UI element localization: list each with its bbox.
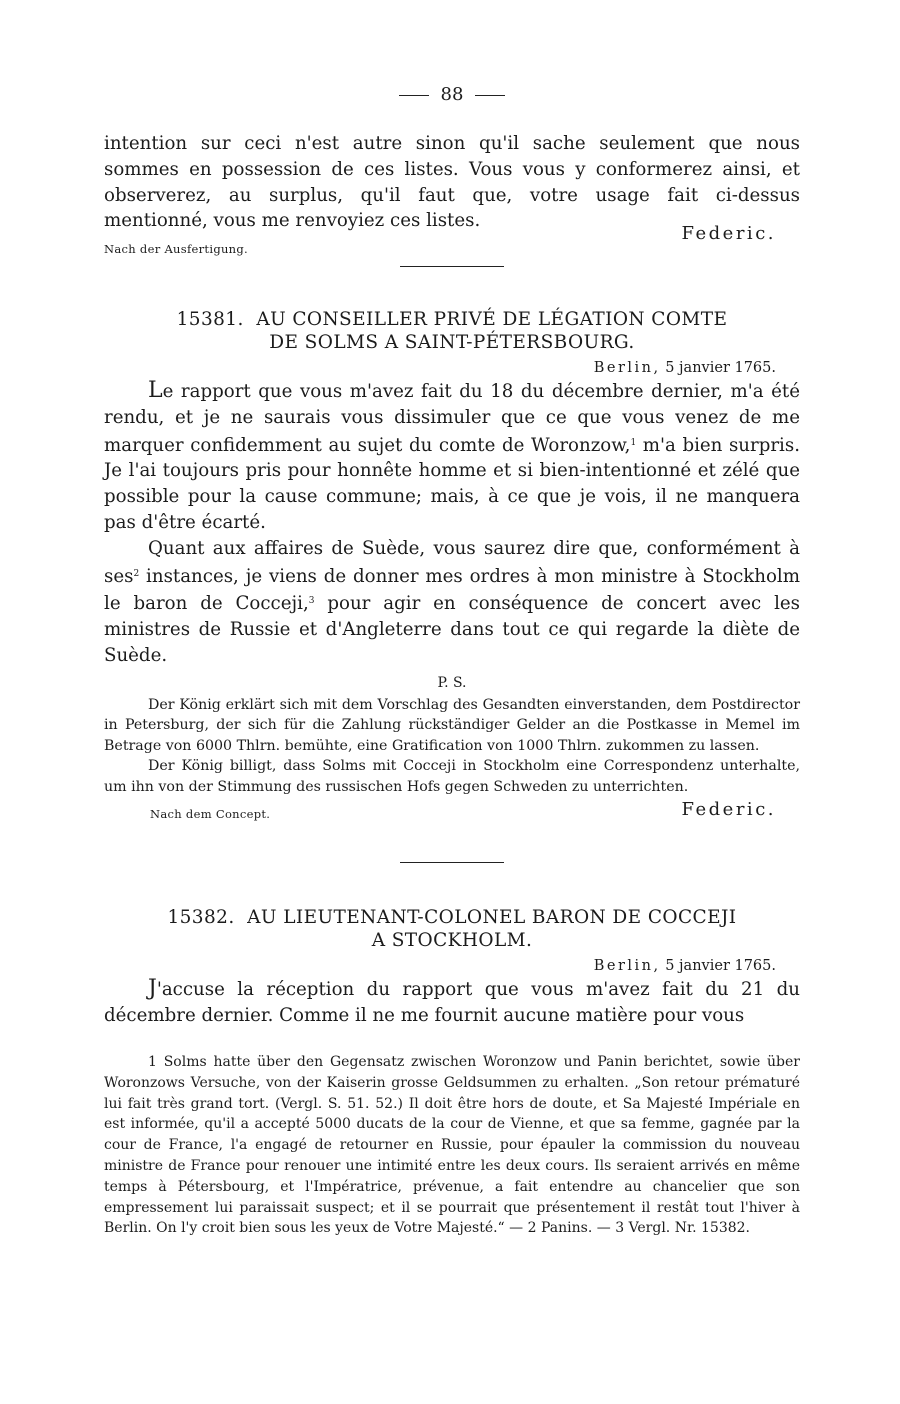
footnotes <box>104 1052 800 1239</box>
initial-letter: J <box>148 976 157 1001</box>
paragraph-text: Der König billigt, dass Solms mit Cocceji in Stockholm eine Correspondenz unterhalte, um ihn von der Stimmung des russischen Hofs gegen Schweden zu unterrichten. <box>104 758 800 795</box>
footnote-text: Solms hatte über den Gegensatz zwischen Woronzow und Panin berichtet, sowie über Woronzows Versuche, von der Kaiserin grosse Geldsummen zu erhalten. „Son retour prématuré lui fait très grand tort. (Vergl. S. 51. 52.) Il doit être hors de doute, et Sa Majesté Impériale en est informée, qu'il a accepté 5000 ducats de la cour de Vienne, et que sa femme, gagnée par la cour de France, l'a engagé de retourner en Russie, pour épauler la commission du nouveau ministre de France pour renouer une intimité entre les deux cours. Ils seraient arrivés en même temps à Pétersbourg, et l'Impératrice, prévenue, a fait entendre au chancelier que son empressement lui paraissait suspect; et il se pourrait que présentement il restât tout l'hiver à Berlin. On l'y croit bien sous les yeux de Votre Majesté.“ — <box>104 1054 800 1237</box>
dateline-date: 5 janvier 1765. <box>665 958 776 974</box>
letter-paragraph-2 <box>104 536 800 669</box>
paragraph-text: 'accuse la réception du rapport que vous m'avez fait du 21 du décembre dernier. Comme il ne me fournit aucune matière pour vous <box>104 979 800 1026</box>
footnote-text: Panins. — <box>541 1220 611 1237</box>
footnote-ref: 1 <box>630 437 637 448</box>
footnote-number: 2 <box>527 1220 537 1237</box>
dateline-place: Berlin, <box>593 958 661 974</box>
title-line-1: AU CONSEILLER PRIVÉ DE LÉGATION COMTE <box>256 309 728 330</box>
footnote-number: 1 <box>148 1054 157 1070</box>
dateline <box>104 360 776 376</box>
title-line-2: DE SOLMS A SAINT-PÉTERSBOURG. <box>269 332 635 353</box>
footnote-text: Vergl. Nr. 15382. <box>628 1220 750 1237</box>
footnote-number: 3 <box>615 1220 625 1237</box>
paragraph-text: e rapport que vous m'avez fait du 18 du décembre dernier, m'a été rendu, et je ne saurais vous dissimuler que ce que vous venez de me marquer confidemment au sujet du comte de Woronzow, <box>104 381 800 456</box>
paragraph-text: Quant aux affaires de Suède, vous saurez dire que, conformément à ses <box>104 537 800 587</box>
signature: Federic. <box>681 799 776 821</box>
title-line-2: A STOCKHOLM. <box>371 930 533 951</box>
source-note: Nach der Ausfertigung. <box>104 242 249 256</box>
page-number: 88 <box>440 84 464 105</box>
letter-number: 15381. <box>176 309 244 330</box>
paragraph-text: pour agir en conséquence de concert avec les ministres de Russie et d'Angleterre dans tout ce qui regarde la diète de Suède. <box>104 593 800 666</box>
letter-title <box>104 308 800 354</box>
dateline-date: 5 janvier 1765. <box>665 360 776 376</box>
page-header <box>104 84 800 105</box>
footnote-ref: 3 <box>308 596 315 607</box>
signature: Federic. <box>681 223 776 244</box>
footnote-ref: 2 <box>133 568 140 579</box>
ps-paragraph-2 <box>104 756 800 797</box>
letter-paragraph-1 <box>104 378 800 536</box>
title-line-1: AU LIEUTENANT-COLONEL BARON DE COCCEJI <box>247 907 737 928</box>
continuation-block <box>104 131 800 256</box>
paragraph-text: Der König erklärt sich mit dem Vorschlag des Gesandten einverstanden, dem Postdirector in Petersburg, der sich für die Zahlung rückständiger Gelder an die Postkasse in Memel im Betrage von 6000 Thlrn. bemühte, eine Gratification von 1000 Thlrn. zukommen zu lassen. <box>104 696 800 754</box>
ps-paragraph-1 <box>104 695 800 757</box>
letter-number: 15382. <box>167 907 235 928</box>
letter-15381 <box>104 308 800 825</box>
continuation-paragraph: intention sur ceci n'est autre sinon qu'il sache seulement que nous sommes en possession de ces listes. Vous vous y conformerez ainsi, et observerez, au surplus, qu'il faut que, votre usage fait ci-dessus mentionné, vous me renvoyiez ces listes. <box>104 133 800 232</box>
closing-line <box>104 797 800 825</box>
letter-paragraph-1 <box>104 976 800 1029</box>
dateline <box>104 958 776 974</box>
ps-label: P. S. <box>437 674 467 691</box>
letter-15382 <box>104 906 800 1029</box>
initial-letter: L <box>148 378 163 403</box>
letter-title <box>104 906 800 952</box>
paragraph-text: instances, je viens de donner mes ordres à mon ministre à Stockholm le baron de Cocceji, <box>104 565 800 615</box>
header-dash-left <box>399 95 429 96</box>
header-dash-right <box>475 95 505 96</box>
footnote-1 <box>104 1052 800 1239</box>
section-divider <box>104 266 800 267</box>
section-divider <box>104 862 800 863</box>
dateline-place: Berlin, <box>593 360 661 376</box>
source-note: Nach dem Concept. <box>150 807 271 822</box>
paragraph-text: m'a bien surpris. Je l'ai toujours pris pour honnête homme et si bien-intentionné et zélé que possible pour la cause commune; mais, à ce que je vois, il ne manquera pas d'être écarté. <box>104 434 800 533</box>
